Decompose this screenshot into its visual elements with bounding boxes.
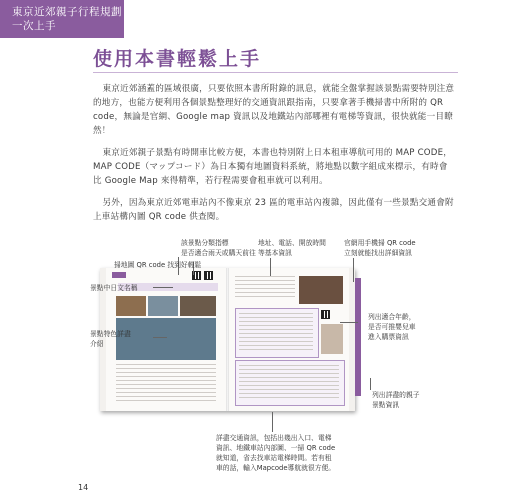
callout-official-qr: 官網用手機掃 QR code 立刻就能找出詳細資訊 (344, 239, 416, 257)
callout-intro: 景點特色詳盡 介紹 (90, 330, 131, 348)
page-heading: 使用本書輕鬆上手 (93, 48, 262, 70)
callout-nearby: 列出詳盡的親子 景點資訊 (372, 391, 420, 409)
sample-book-spread (100, 268, 355, 411)
intro-text (93, 82, 455, 232)
callout-address: 地址、電話、開放時間 等基本資訊 (258, 239, 326, 257)
spot-photo (116, 296, 146, 316)
callout-map-qr: 掃地圖 QR code 找到好輕鬆 (114, 261, 202, 269)
spot-photo (299, 276, 343, 304)
mini-category-label (112, 272, 126, 278)
paragraph-2: 東京近郊親子景點有時開車比較方便，本書也特別附上日本租車導航可用的 MAP CODE，MAP CODE（マップコード）為日本獨有地圖資料系統，將地點以數字組成來標示，有時會比 Google Map 來得精準，若行程需要會租車就可以利用。 (93, 148, 452, 186)
callout-transport: 詳盡交通資訊，包括出幾出入口、電梯 資訊、地鐵車站內部圖、一掃 QR code 就知道，省去找車站電梯時間。若有租 車的話，輸入Mapcode導航就很方便。 (216, 434, 336, 472)
paragraph-1: 東京近郊涵蓋的區域很廣，只要依照本書所附錄的訊息，就能全盤掌握該景點需要特別注意的地方，也能方便利用各個景點整理好的交通資訊跟指南，只要拿著手機掃書中所附的 QR code，無論是官網、Google map 資訊以及地鐵站內部哪裡有電梯等資訊，很快就能一目瞭然！ (93, 84, 455, 136)
callout-ages: 列出適合年齡， 是否可推嬰兒車 進入購票資訊 (368, 313, 416, 341)
callout-category: 該景點分類指標 是否適合雨天或購天前往 (181, 239, 256, 257)
chapter-tab-line2: 一次上手 (12, 20, 56, 32)
spot-description-lines (116, 364, 216, 404)
qr-icon (321, 310, 330, 319)
spot-photo (180, 296, 216, 316)
spread-right-page (229, 268, 349, 411)
spot-photo (148, 296, 178, 316)
leader-line (270, 258, 272, 276)
qr-icon (204, 271, 213, 280)
leader-line (153, 337, 167, 338)
leader-line (353, 258, 355, 282)
info-box (235, 308, 319, 358)
leader-line (272, 412, 274, 432)
heading-divider (93, 72, 458, 73)
spot-main-photo (116, 318, 216, 360)
transport-box (235, 360, 345, 406)
page-edge-tab (355, 278, 361, 396)
callout-name: 景點中日文名稱 (90, 284, 138, 292)
chapter-tab (0, 0, 124, 38)
chapter-tab-line1: 東京近郊親子行程規劃 (12, 6, 122, 18)
leader-line (153, 287, 173, 288)
leader-line (340, 322, 358, 323)
spot-text-lines (235, 276, 295, 300)
paragraph-3: 另外，因為東京近郊電車站內不像東京 23 區的電車站內複雜，因此僅有一些景點交通會附上車站構內圖 QR code 供查閱。 (93, 198, 454, 222)
spot-photo (321, 324, 343, 354)
leader-line (370, 378, 372, 390)
page-number: 14 (78, 483, 89, 492)
